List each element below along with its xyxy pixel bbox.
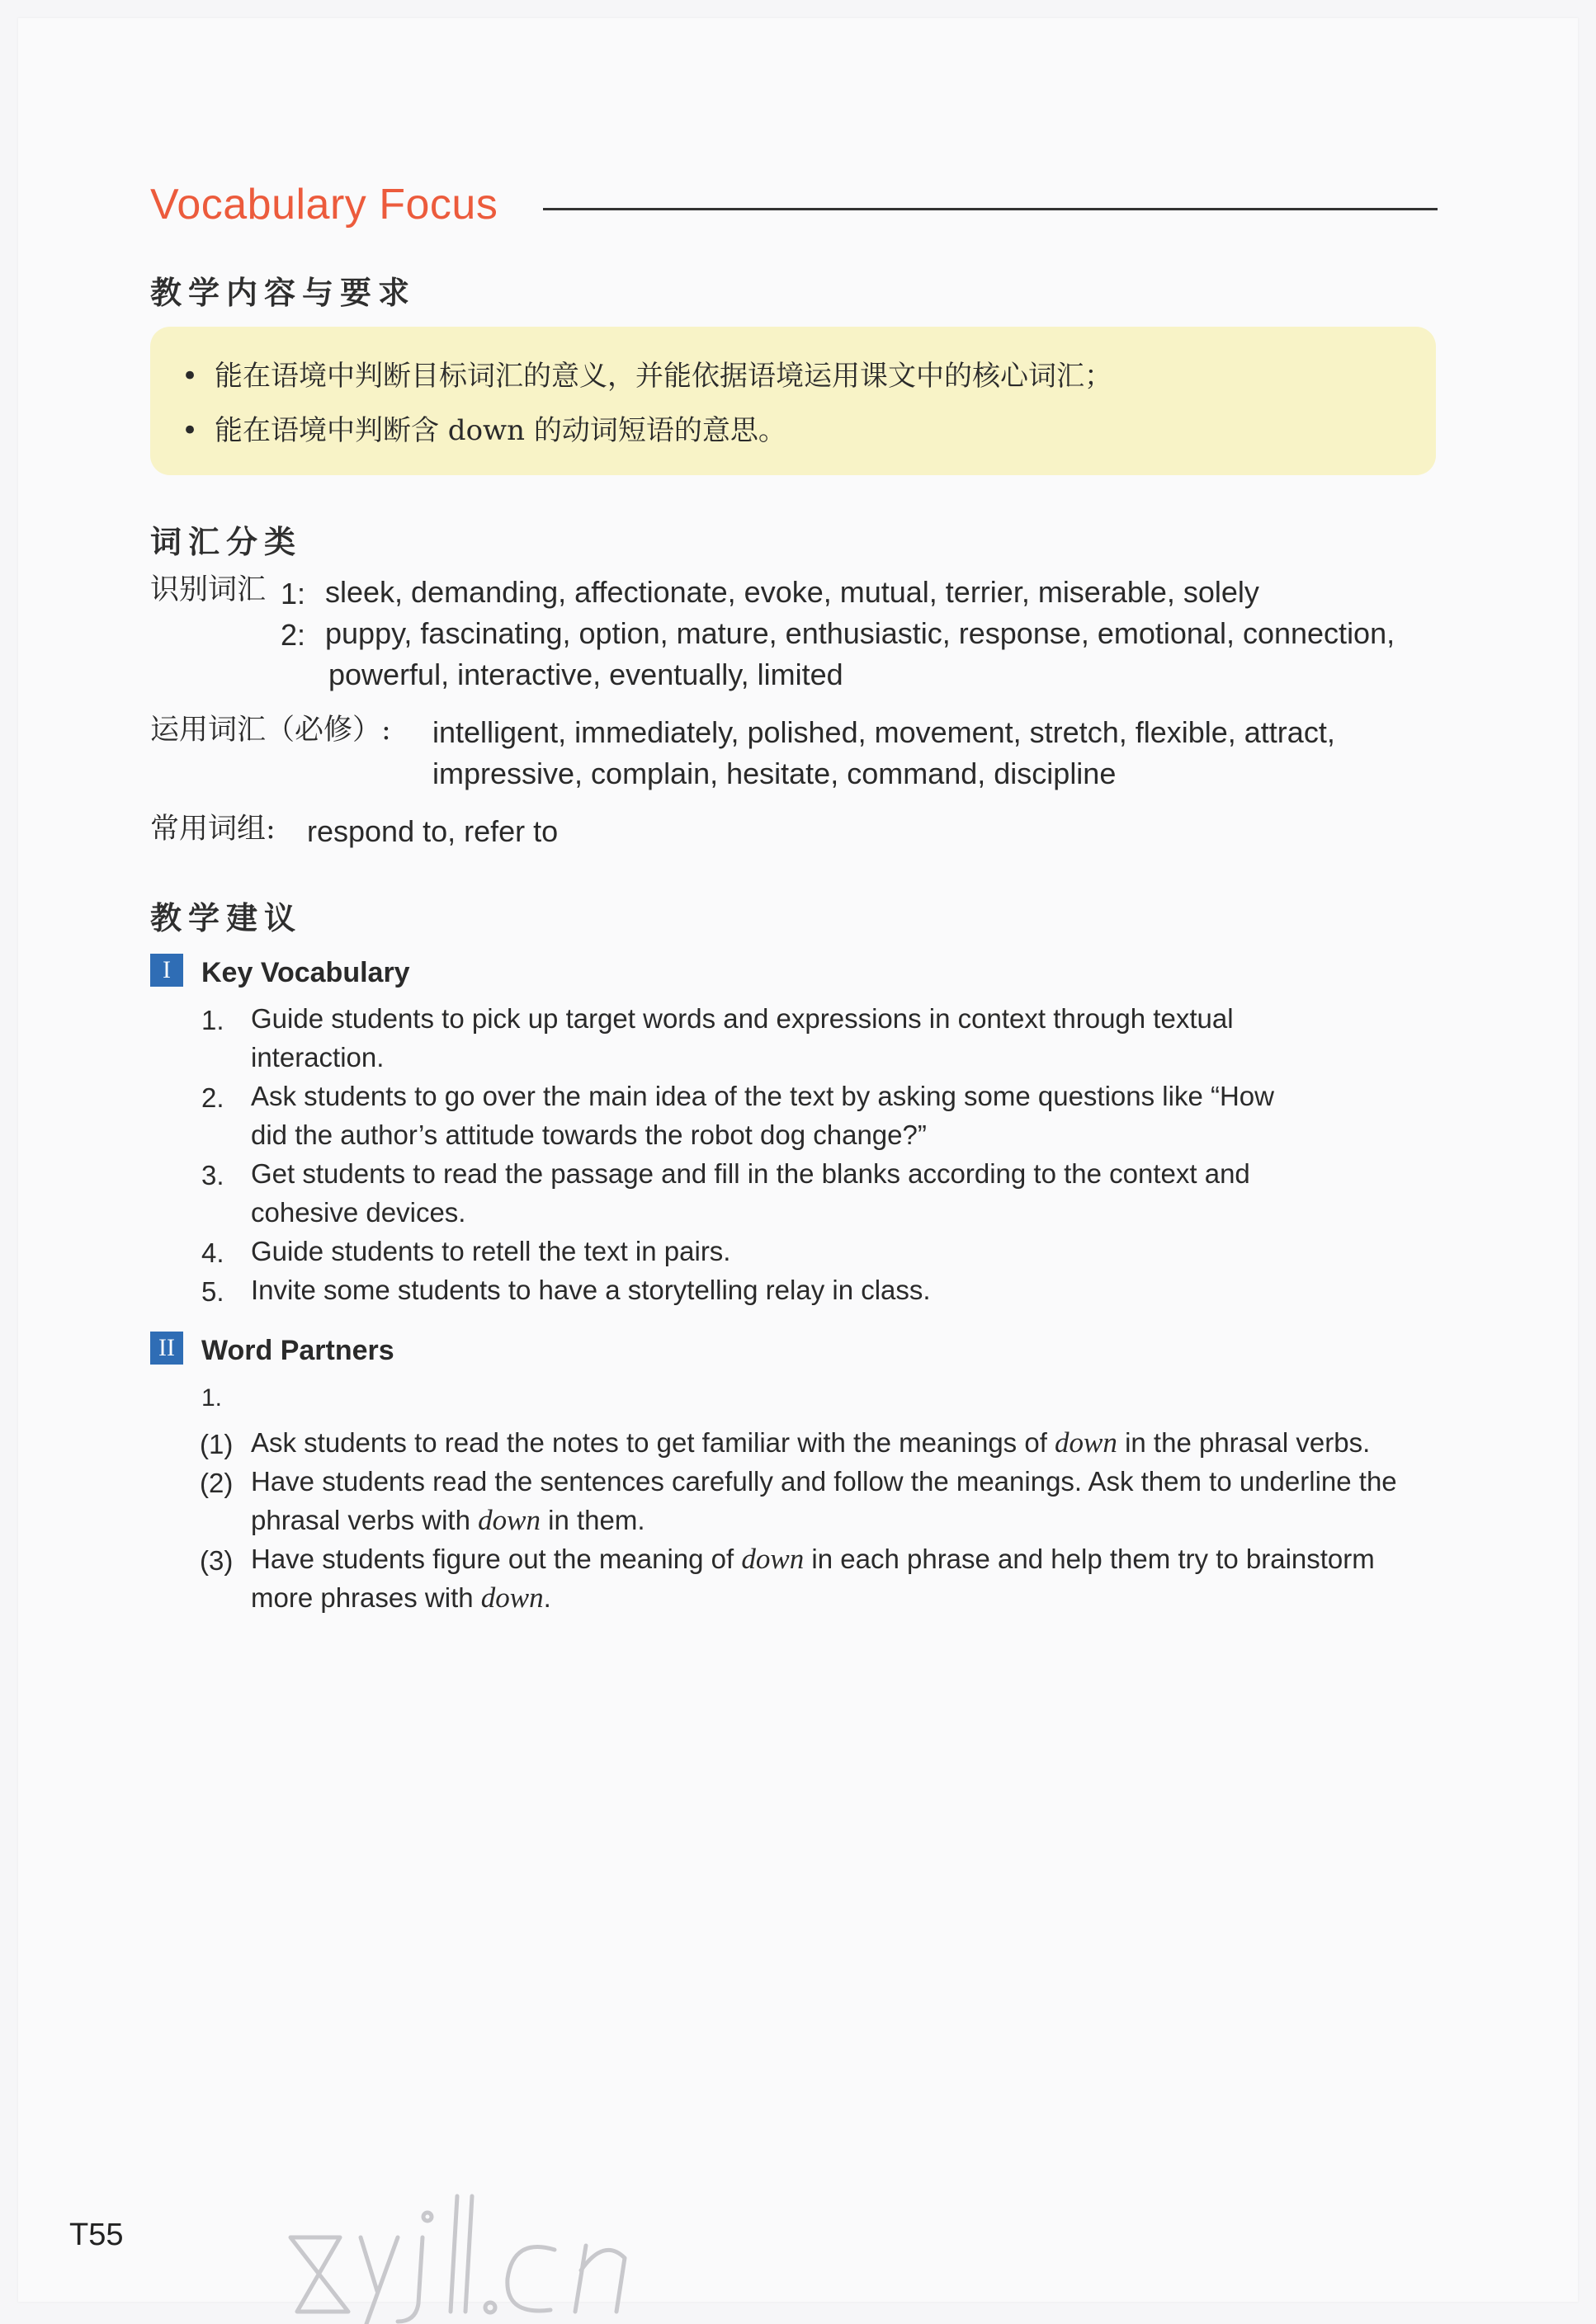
subitem: Ask students to read the notes to get familiar with the meanings of down in the phrasal verbs. xyxy=(251,1426,1371,1459)
goal-item: • 能在语境中判断含 down 的动词短语的意思。 xyxy=(182,414,786,447)
recognize-label: 识别词汇 xyxy=(150,573,267,606)
use-label: 运用词汇（必修）: xyxy=(150,714,391,747)
group2-words-line2: powerful, interactive, eventually, limited xyxy=(328,658,843,691)
list-item-number: 3. xyxy=(201,1160,224,1190)
list-item-number: 1. xyxy=(201,1005,224,1035)
list-item-number: 2. xyxy=(201,1082,224,1113)
goals-heading: 教学内容与要求 xyxy=(150,275,417,311)
list-item: Guide students to retell the text in pairs. xyxy=(251,1236,731,1266)
subitem-number: (1) xyxy=(200,1429,234,1459)
group2-words-line1: puppy, fascinating, option, mature, enthusiastic, response, emotional, connection, xyxy=(325,616,1395,650)
subitem-number: (2) xyxy=(200,1468,234,1498)
bullet-icon: • xyxy=(182,414,199,447)
vocab-heading: 词汇分类 xyxy=(150,524,303,560)
use-words-line2: impressive, complain, hesitate, command, discipline xyxy=(432,757,1117,790)
part2-badge: II xyxy=(150,1332,183,1365)
group1-words: sleek, demanding, affectionate, evoke, mutual, terrier, miserable, solely xyxy=(325,575,1259,609)
list-item-number: 1. xyxy=(201,1384,223,1412)
title-rule xyxy=(543,208,1438,210)
subitem: Have students read the sentences carefully and follow the meanings. Ask them to underline the phrasal verbs with down in them. xyxy=(251,1466,1397,1536)
part1-badge: I xyxy=(150,954,183,987)
group1-num: 1: xyxy=(281,577,306,610)
list-item: Ask students to go over the main idea of the text by asking some questions like “How did the author’s attitude towards the robot dog change?” xyxy=(251,1081,1274,1150)
bullet-icon: • xyxy=(182,360,199,393)
group2-num: 2: xyxy=(281,618,306,652)
document-page xyxy=(18,18,1578,2302)
use-words-line1: intelligent, immediately, polished, movement, stretch, flexible, attract, xyxy=(432,715,1335,749)
phrases: respond to, refer to xyxy=(307,814,559,848)
list-item-number: 5. xyxy=(201,1276,224,1307)
watermark-logo xyxy=(274,2180,670,2324)
suggestions-heading: 教学建议 xyxy=(150,900,303,936)
subitem: Have students figure out the meaning of down in each phrase and help them try to brainstorm more phrases with down. xyxy=(251,1543,1375,1614)
list-item: Guide students to pick up target words and expressions in context through textual interaction. xyxy=(251,1003,1234,1072)
goals-box xyxy=(150,327,1436,475)
list-item: Get students to read the passage and fill in the blanks according to the context and cohesive devices. xyxy=(251,1158,1250,1228)
page-number: T55 xyxy=(69,2218,124,2252)
part2-title: Word Partners xyxy=(201,1335,394,1366)
section-title: Vocabulary Focus xyxy=(150,181,498,229)
phrases-label: 常用词组: xyxy=(150,813,276,846)
subitem-number: (3) xyxy=(200,1545,234,1576)
list-item-number: 4. xyxy=(201,1237,224,1268)
list-item: Invite some students to have a storytelling relay in class. xyxy=(251,1275,931,1305)
goal-item: • 能在语境中判断目标词汇的意义，并能依据语境运用课文中的核心词汇； xyxy=(182,360,1112,393)
part1-title: Key Vocabulary xyxy=(201,957,410,988)
